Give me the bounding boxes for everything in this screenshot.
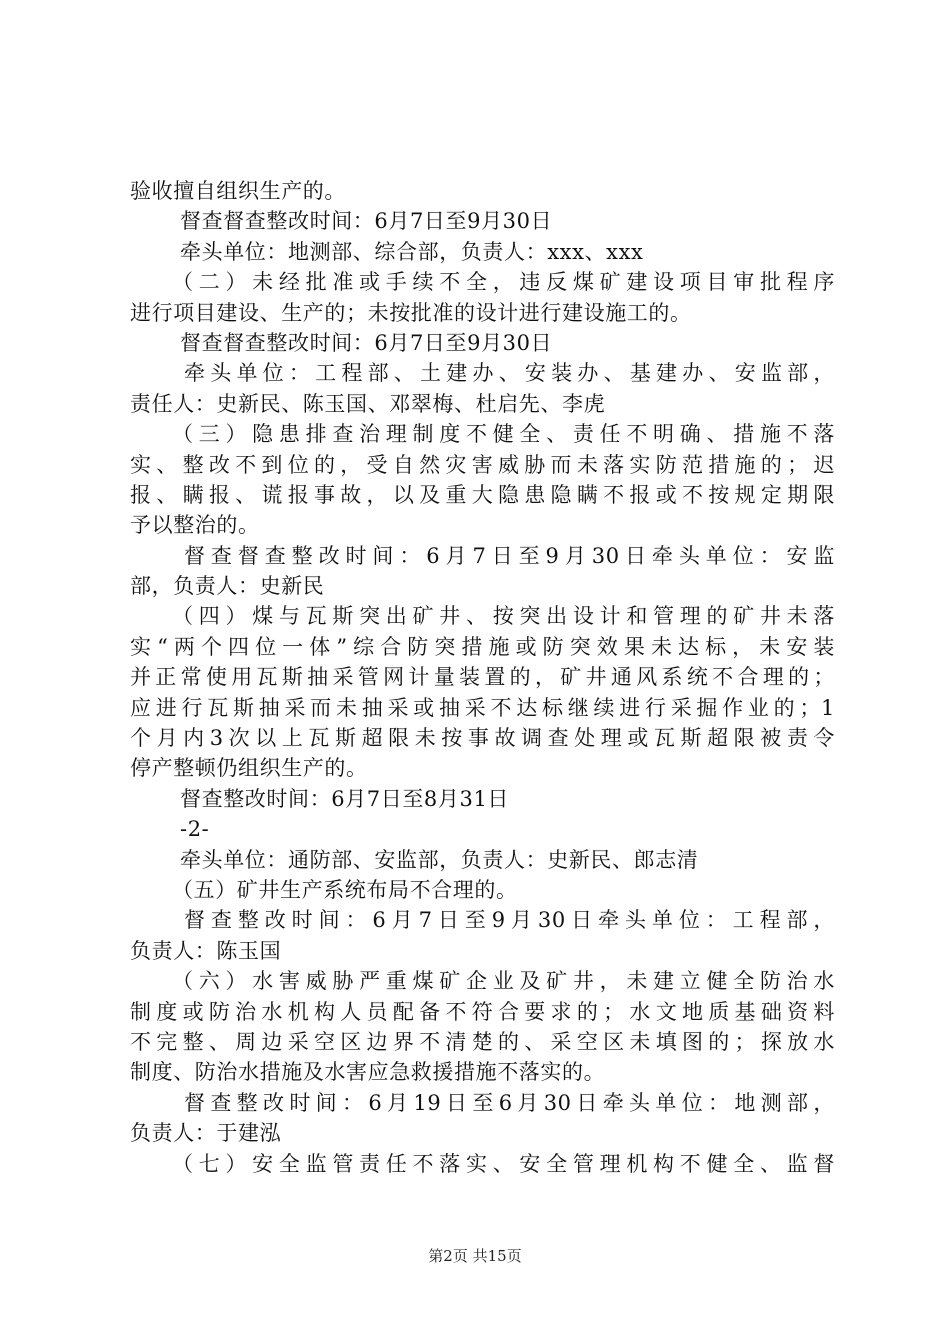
text-line: 督查督查整改时间：6月7日至9月30日 [180, 209, 553, 234]
text-line: （三）隐患排查治理制度不健全、责任不明确、措施不落 [172, 422, 835, 447]
text-line: （六）水害威胁严重煤矿企业及矿井，未建立健全防治水 [172, 969, 835, 994]
document-body [130, 176, 835, 1179]
text-line: 不完整、周边采空区边界不清楚的、采空区未填图的；探放水 [130, 1029, 835, 1054]
text-line: 实“两个四位一体”综合防突措施或防突效果未达标，未安装 [130, 634, 835, 659]
text-line: 督查整改时间：6月19日至6月30日牵头单位：地测部， [184, 1090, 835, 1115]
text-line: （五）矿井生产系统布局不合理的。 [172, 877, 518, 902]
text-line: 负责人：于建泓 [130, 1121, 282, 1146]
text-line: 验收擅自组织生产的。 [130, 179, 346, 203]
text-line: 并正常使用瓦斯抽采管网计量装置的，矿井通风系统不合理的； [130, 665, 835, 690]
text-line: 督查督查整改时间：6月7日至9月30日 [180, 330, 553, 355]
text-line: 责任人：史新民、陈玉国、邓翠梅、杜启先、李虎 [130, 391, 606, 416]
text-line: 应进行瓦斯抽采而未抽采或抽采不达标继续进行采掘作业的；1 [130, 695, 835, 720]
text-line: 报、瞒报、谎报事故，以及重大隐患隐瞒不报或不按规定期限 [130, 482, 835, 507]
text-line: 牵头单位：工程部、土建办、安装办、基建办、安监部， [184, 361, 835, 386]
text-line: （七）安全监管责任不落实、安全管理机构不健全、监督 [172, 1151, 835, 1176]
text-line: 制度、防治水措施及水害应急救援措施不落实的。 [130, 1060, 606, 1085]
text-line: 进行项目建设、生产的；未按批准的设计进行建设施工的。 [130, 300, 692, 325]
text-line: 实、整改不到位的，受自然灾害威胁而未落实防范措施的；迟 [130, 452, 835, 477]
text-line: 个月内3次以上瓦斯超限未按事故调查处理或瓦斯超限被责令 [130, 726, 835, 751]
text-line: 牵头单位：地测部、综合部，负责人：xxx、xxx [180, 239, 644, 264]
text-line: 督查整改时间：6月7日至9月30日牵头单位：工程部， [184, 908, 835, 933]
text-line: 制度或防治水机构人员配备不符合要求的；水文地质基础资料 [130, 999, 835, 1024]
text-line: （二）未经批准或手续不全，违反煤矿建设项目审批程序 [172, 270, 835, 295]
text-line: 负责人：陈玉国 [130, 938, 282, 963]
text-line: （四）煤与瓦斯突出矿井、按突出设计和管理的矿井未落 [172, 604, 835, 629]
text-line: 予以整治的。 [130, 513, 260, 538]
text-line: 督查督查整改时间：6月7日至9月30日牵头单位：安监 [184, 543, 835, 568]
text-line: 牵头单位：通防部、安监部，负责人：史新民、郎志清 [180, 847, 699, 872]
text-line: 督查整改时间：6月7日至8月31日 [180, 786, 510, 811]
text-line: 部，负责人：史新民 [130, 574, 325, 599]
text-line: 停产整顿仍组织生产的。 [130, 756, 368, 781]
page-marker: -2- [180, 817, 210, 842]
page-footer: 第2页 共15页 [428, 1247, 522, 1265]
